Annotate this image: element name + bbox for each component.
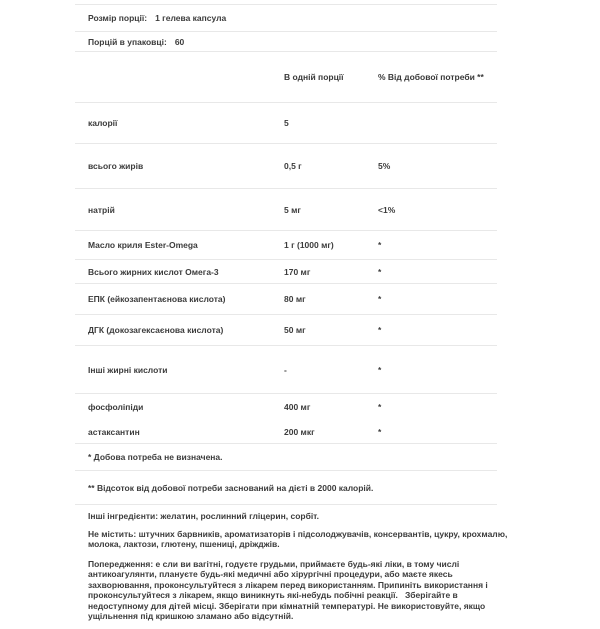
row-amount: 170 мг (284, 266, 311, 277)
info-paragraphs (75, 511, 518, 622)
table-row-phospholipids (75, 393, 497, 420)
supplement-facts-panel (75, 4, 510, 629)
other-ingredients-text: Інші інгредієнти: желатин, рослинний гліцерин, сорбіт. (88, 511, 319, 521)
row-amount: 80 мг (284, 294, 306, 304)
serving-size-label: Розмір порції: (88, 13, 148, 23)
row-amount: 400 мг (284, 402, 311, 412)
row-amount: 5 мг (284, 204, 301, 215)
table-header-row (75, 51, 497, 102)
table-row-krill-oil (75, 230, 497, 259)
table-row-calories (75, 102, 497, 143)
row-label: Всього жирних кислот Омега-3 (88, 266, 219, 277)
table-row-astaxanthin (75, 420, 497, 443)
table-row-total-omega3 (75, 259, 497, 283)
servings-per-container-row (75, 31, 497, 51)
servings-per-container-value: 60 (174, 36, 185, 47)
row-daily-value: * (378, 426, 382, 437)
free-of-text: Не містить: штучних барвників, ароматизаторів і підсолоджувачів, консервантів, цукру, крохмалю, молока, лактози, глютену, пшениці, дріжджів. (88, 528, 510, 549)
footnote-percent-daily-value-basis: ** Відсоток від добової потреби заснований на дієті в 2000 калорій. (75, 470, 497, 505)
row-daily-value: 5% (378, 161, 391, 171)
table-row-sodium (75, 188, 497, 230)
table-row-epa (75, 283, 497, 314)
row-label: Інші жирні кислоти (88, 364, 168, 375)
row-daily-value: * (378, 240, 382, 250)
row-label: Масло криля Ester-Omega (88, 240, 198, 250)
table-row-total-fat (75, 143, 497, 188)
row-label: ДГК (докозагексаєнова кислота) (88, 325, 224, 335)
footnote-daily-value-not-established: * Добова потреба не визначена. (75, 443, 497, 470)
row-daily-value: * (378, 266, 382, 277)
row-amount: - (284, 364, 287, 375)
row-label: фосфоліпіди (88, 402, 144, 412)
row-label: всього жирів (88, 161, 144, 171)
row-amount: 5 (284, 118, 289, 128)
row-daily-value: * (378, 325, 382, 335)
row-amount: 50 мг (284, 325, 306, 335)
column-header-daily-value: % Від добової потреби ** (378, 72, 484, 82)
row-daily-value: * (378, 294, 382, 304)
row-daily-value: * (378, 402, 382, 412)
serving-size-row (75, 4, 497, 31)
table-row-dha (75, 314, 497, 345)
row-daily-value: * (378, 364, 382, 375)
warning-text: Попередження: е сли ви вагітні, годуєте грудьми, приймаєте будь-які ліки, в тому числі антикоагулянти, плануєте будь-які медичні або хірургічні процедури, або маєте якесь захворювання, проконсультуйтеся з лікарем перед використанням. Припиніть використання і проконсультуйтеся з лікарем, якщо виникнуть які-небудь побічні реакції. Зберігайте в недоступному для дітей місці. Зберігати при кімнатній температурі. Не використовуйте, якщо ущільнення під кришкою зламано або відсутній. (88, 558, 491, 621)
row-amount: 1 г (1000 мг) (284, 240, 334, 250)
row-amount: 0,5 г (284, 161, 302, 171)
row-label: ЕПК (ейкозапентаєнова кислота) (88, 294, 226, 304)
table-row-other-fatty-acids (75, 345, 497, 393)
column-header-amount: В одній порції (284, 72, 344, 82)
row-daily-value: <1% (378, 204, 396, 215)
serving-size-value: 1 гелева капсула (155, 13, 227, 23)
row-amount: 200 мкг (284, 426, 315, 437)
row-label: астаксантин (88, 426, 140, 437)
servings-per-container-label: Порцій в упаковці: (88, 36, 167, 47)
row-label: натрій (88, 204, 115, 215)
row-label: калорії (88, 118, 118, 128)
